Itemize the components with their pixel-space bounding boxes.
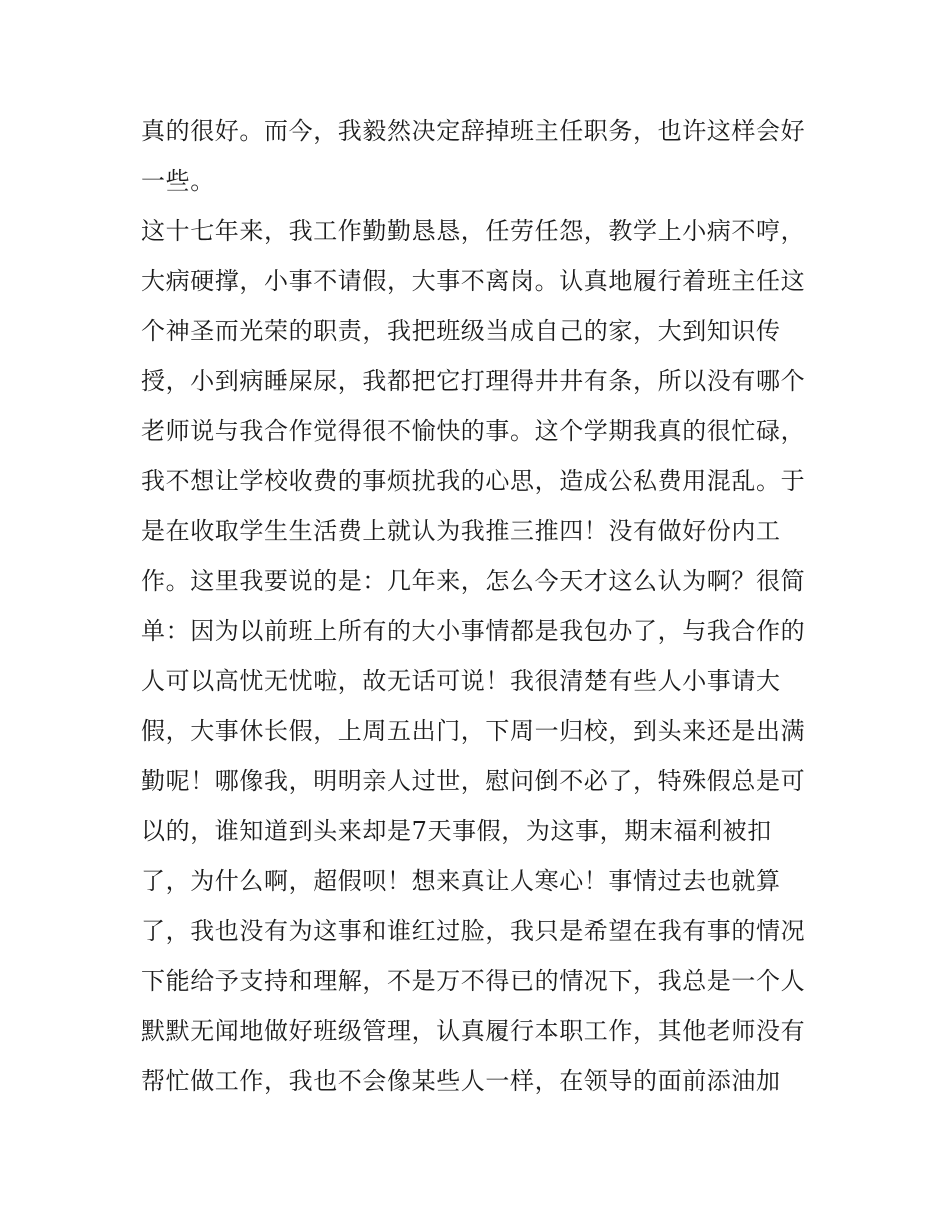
- text-line: 勤呢！哪像我，明明亲人过世，慰问倒不必了，特殊假总是可: [141, 767, 806, 795]
- text-line: 了，我也没有为这事和谁红过脸，我只是希望在我有事的情况: [141, 917, 806, 945]
- text-line: 假，大事休长假，上周五出门，下周一归校，到头来还是出满: [141, 717, 806, 745]
- text-line: 老师说与我合作觉得很不愉快的事。这个学期我真的很忙碌，: [141, 417, 806, 445]
- text-line: 一些。: [141, 167, 215, 195]
- text-line: 下能给予支持和理解，不是万不得已的情况下，我总是一个人: [141, 967, 806, 995]
- text-line: 我不想让学校收费的事烦扰我的心思，造成公私费用混乱。于: [141, 467, 806, 495]
- text-line: 以的，谁知道到头来却是7天事假，为这事，期末福利被扣: [141, 817, 772, 845]
- text-line: 授，小到病睡屎尿，我都把它打理得井井有条，所以没有哪个: [141, 367, 806, 395]
- text-line: 是在收取学生生活费上就认为我推三推四！没有做好份内工: [141, 517, 781, 545]
- text-line: 个神圣而光荣的职责，我把班级当成自己的家，大到知识传: [141, 317, 781, 345]
- text-line: 人可以高忧无忧啦，故无话可说！我很清楚有些人小事请大: [141, 667, 781, 695]
- text-line: 真的很好。而今，我毅然决定辞掉班主任职务，也许这样会好: [141, 117, 806, 145]
- text-line: 单：因为以前班上所有的大小事情都是我包办了，与我合作的: [141, 617, 806, 645]
- text-line: 大病硬撑，小事不请假，大事不离岗。认真地履行着班主任这: [141, 267, 806, 295]
- text-line: 这十七年来，我工作勤勤恳恳，任劳任怨，教学上小病不哼，: [141, 217, 806, 245]
- text-line: 了，为什么啊，超假呗！想来真让人寒心！事情过去也就算: [141, 867, 781, 895]
- text-line: 作。这里我要说的是：几年来，怎么今天才这么认为啊？很简: [141, 567, 806, 595]
- text-line: 帮忙做工作，我也不会像某些人一样，在领导的面前添油加: [141, 1067, 781, 1095]
- text-line: 默默无闻地做好班级管理，认真履行本职工作，其他老师没有: [141, 1017, 806, 1045]
- body-text: [141, 106, 821, 1106]
